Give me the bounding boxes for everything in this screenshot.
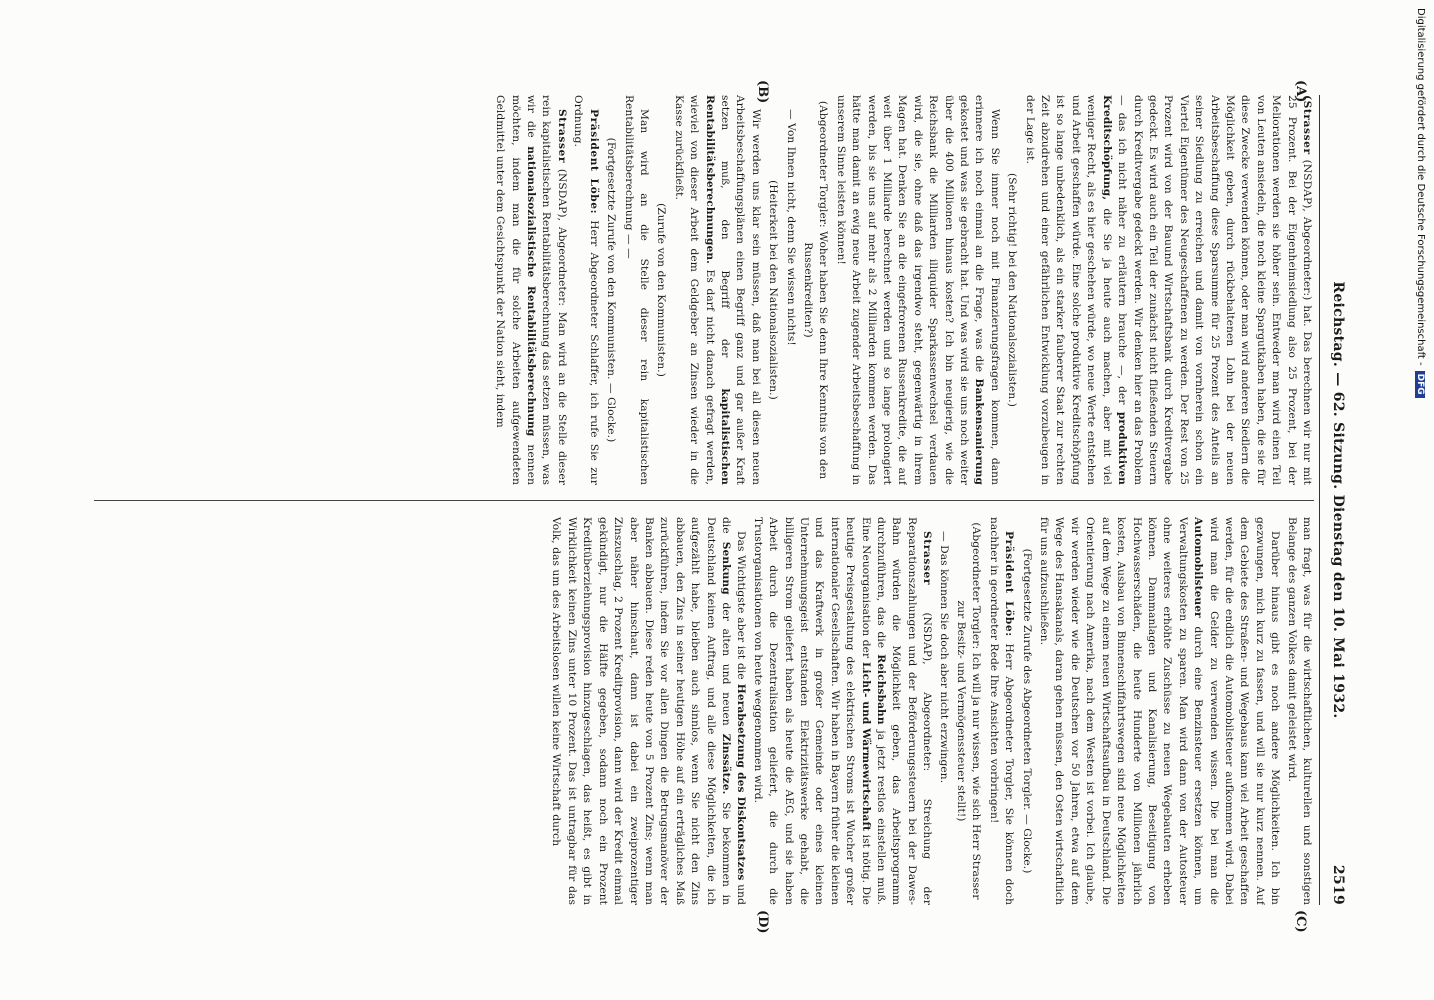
paragraph bbox=[985, 517, 1016, 905]
page-header bbox=[1324, 95, 1346, 905]
paragraph bbox=[670, 95, 762, 485]
interjection: (Fortgesetzte Zurufe des Abgeordneten Torgler. — Glocke.) bbox=[1020, 548, 1033, 874]
paragraph bbox=[492, 95, 569, 485]
paragraph-text: (NSDAP), Abgeordneter: Man wird an die Stelle dieser rein kapitalistischen Rentabilitätsberechnung das setzen müssen, was wir die bbox=[525, 95, 568, 485]
emphasis-text: Senkung bbox=[719, 533, 732, 595]
interjection: (Heiterkeit bei den Nationalsozialisten.) bbox=[767, 180, 780, 400]
interjection: (Abgeordneter Torgler: Woher haben Sie denn Ihre Kenntnis von den Russenkrediten?) bbox=[802, 100, 830, 480]
emphasis-text: Automobilsteuer bbox=[1192, 517, 1205, 618]
speaker-name: (Strasser bbox=[1301, 95, 1313, 155]
emphasis-text: Zinssätze. bbox=[719, 725, 732, 795]
paragraph bbox=[832, 95, 1001, 485]
dfg-logo: DFG bbox=[1415, 371, 1425, 398]
emphasis-text: kapitalistischen Rentabilitätsberechnungen. bbox=[703, 95, 731, 485]
digitization-credit bbox=[1415, 8, 1426, 998]
speaker-name: Strasser bbox=[921, 531, 934, 586]
emphasis-text: Herabsetzung des Diskontsatzes bbox=[735, 679, 748, 881]
paragraph-text: Wir werden uns klar sein müssen, daß man bei all diesen neuen Arbeitsbeschaffungsplänen einen Begriff ganz und gar außer Kraft setzen muß, den Begriff der bbox=[718, 95, 762, 485]
emphasis-text: Bankensanierung bbox=[973, 372, 986, 485]
paragraph-text: Herr Abgeordneter Schlaffer, ich rufe Sie zur Ordnung. bbox=[572, 95, 600, 485]
paragraph bbox=[570, 95, 601, 485]
paragraph-text: ist nötig. Die heutige Preisgestaltung des elektrischen Stroms ist Wucher großer internationaler Gesellschaften. Wir haben in Bayern früher die kleinen und das Kraftwerk in großer Gemeinde oder eines kleinen Unternehmungsgeist entstanden Elektrizitätswerke gehabt, die billigeren Strom geliefert haben als heute die AEG, und sie haben Arbeit durch die Dezentralisation geliefert, die durch die Trustorganisationen von heute weggenommen wird. bbox=[751, 517, 872, 905]
paragraph: man fragt, was für die wirtschaftlichen, kulturellen und sonstigen Belange des ganzen Volkes damit geleistet wird. bbox=[1285, 517, 1313, 905]
paragraph-text: (NSDAP), Abgeordneter:) hat. Das berechnen wir nur mit 25 Prozent. Bei der Eigenheimsiedlung also 25 Prozent, bei der Meliorationen werden sie höher sein. Entweder man wird einen Teil von Leuten ansiedeln, die noch kleine Spargutkaben haben, die sie für diese Zwecke verwenden können, oder man wird anderen Siedlern die Möglichkeit geben, durch rückbehaltenen Lohn bei der neuen Arbeitsbeschaffung diese Sparsumme für 25 Prozent des Anteils an seiner Siedlung zu erreichen und damit von vornherein schon ein Viertel Eigentümer des Neugeschaffenen zu werden. Der Rest von 25 Prozent wird von der Bauund Wirtschaftsbank durch Kreditvergabe gedeckt. Es wird auch ein Teil der zunächst nicht fließenden Steuern durch Kreditvergabe gedeckt werden. Wir denken hier an das Problem — das ich nicht näher zu erläutern brauche —, der bbox=[1116, 95, 1313, 485]
paragraph-text: durch eine Benzinsteuer ersetzen können, um Verwaltungskosten zu sparen. Man wird dann von der Autosteuer ohne weiteres erhöhte Zuschüsse zu neuen Wegebauten erheben können. Dammanlagen und Kanalisierung, Beseitigung von Hochwasserschäden, die heute Hunderte von Millionen jährlich kosten, Ausbau von Binnenschiffahrtswegen sind neue Möglichkeiten auf dem Wege zu einem neuen Wirtschaftsaufbau in Deutschland. Die Orientierung nach Amerika, nach dem Westen ist vorbei. Ich glaube, wir werden wieder wie die Deutschen vor 50 Jahren, etwa auf dem Wege des Hansakanals, daran gehen müssen, den Osten wirtschaftlich für uns aufzuschließen. bbox=[1038, 517, 1205, 905]
page-header-title: Reichstag. — 62. Sitzung. Dienstag den 10. Mai 1932. bbox=[1330, 281, 1346, 719]
interjection: (Abgeordneter Torgler: Ich will ja nur wissen, wie sich Herr Strasser zur Besitz- und Vermögenssteuer stellt!) bbox=[955, 522, 983, 900]
paragraph bbox=[749, 517, 934, 905]
speaker-name: Präsident Löbe: bbox=[1003, 531, 1016, 637]
reply-text: — Das können Sie doch aber nicht erzwingen. bbox=[937, 531, 950, 784]
paragraph-text: und die bbox=[719, 517, 748, 905]
emphasis-text: Licht- und Wärmewirtschaft bbox=[859, 658, 872, 832]
margin-mark-a: (A) bbox=[1293, 80, 1308, 103]
emphasis-text: Reichsbahn bbox=[875, 648, 888, 725]
paragraph bbox=[1036, 517, 1283, 905]
speaker-name: Strasser bbox=[555, 109, 568, 164]
paragraph-text: ja jetzt restlos einstellen muß. Eine Neuorganisation der bbox=[859, 517, 888, 905]
paragraph-text: Es darf nicht danach gefragt werden, wieviel von dieser Arbeit dem Geldgeber an Zinsen wieder in die Kasse zurückfließt. bbox=[672, 95, 716, 485]
paragraph-text: Darüber hinaus gibt es noch andere Möglichkeiten. Ich bin gezwungen, mich kurz zu fassen, und will sie nur kurz nennen. Auf dem Gebiete des Straßen- und Wegebaus kann viel Arbeit geschaffen werden, für die endlich die Automobilsteuer aufkommen wird. Dabei wird man die Gelder zu verwenden wissen. Die bei man die bbox=[1207, 517, 1282, 905]
column-divider bbox=[94, 500, 1314, 501]
paragraph-text: der alten und neuen bbox=[719, 594, 732, 726]
margin-mark-b: (B) bbox=[755, 80, 770, 104]
paragraph-text: die Sie ja heute auch machen, aber mit viel weniger Recht, als es hier geschehen würde, wo neue Werte entstehen und Arbeit geschaffen würde. Eine solche produktive Kreditschöpfung ist so lange unbedenklich, als ein starker fauberer Staat zur rechten Zeit abzudrehen und einer gefährlichen Entwicklung vorzubeugen in der Lage ist. bbox=[1023, 95, 1113, 485]
paragraph-text: Wenn Sie immer noch mit Finanzierungsfragen kommen, dann erinnere ich noch einmal an die Frage, was die bbox=[973, 95, 1001, 485]
left-column bbox=[94, 95, 1314, 485]
speaker-name: Präsident Löbe: bbox=[587, 109, 600, 215]
right-column bbox=[94, 517, 1314, 905]
emphasis-text: nationalsozialistische Rentabilitätsberechnung bbox=[525, 137, 538, 437]
paragraph-text: (NSDAP), Abgeordneter: Streichung der Reparationszahlungen und der Beförderungssteuern bei der Dawes-Bahn würden die Möglichkeit geben, das Arbeitsprogramm durchzuführen, das die bbox=[875, 517, 934, 905]
paragraph-text: Sie bekommen in Deutschland keinen Auftrag, und alle diese Möglichkeiten, die ich aufgezählt habe, bleiben auch sinnlos, wenn Sie nicht den Zins abbauen, den Zins in seiner heutigen Höhe auf ein erträgliches Maß zurückführen, indem Sie vor allen Dingen die Betrugsmanöver der Banken abbauen. Diese reden heute von 5 Prozent Zins; wenn man aber näher hinschaut, dann ist dabei ein zweiprozentiger Zinszuschlag, 2 Prozent Kreditprovision, dann wird der Kredit einmal gekündigt, nur die Hälfte gegeben, sodann noch ein Prozent Kreditüberziehungsprovision hinzugeschlagen, das heißt, es gibt in Wirklichkeit keinen Zins unter 10 Prozent. Das ist untragbar für das Volk, das um des Arbeitslosen willen keine Wirtschaft durch bbox=[550, 517, 732, 905]
paragraph: Man wird an die Stelle dieser rein kapitalistischen Rentabilitätsberechnung — — bbox=[622, 95, 650, 485]
header-rule bbox=[1319, 95, 1320, 905]
paragraph bbox=[548, 517, 748, 905]
margin-mark-d: (D) bbox=[755, 910, 770, 934]
reply-text: — Von Ihnen nicht, denn Sie wissen nichts! bbox=[784, 109, 797, 346]
margin-mark-c: (C) bbox=[1293, 910, 1308, 933]
paragraph-text: gekostet und was sie gebracht hat. Und was wird sie uns noch weiter über die 400 Millionen hinaus kosten? Ich bin neugierig, wie die Reichsbank die Milliarden illiquider Sparkassenwechsel verdauen wird, die sie, ohne daß das irgendwo steht, gegenwärtig in ihrem Magen hat. Denken Sie an die eingefrorenen Russenkredite, die auf weit über 1 Milliarde berechnet werden und so lange prolongiert werden, bis sie uns auf mehr als 2 Milliarden kommen werden. Das hätte man damit an ewig neue Arbeit zugender Arbeitsbeschaffung in unserem Sinne leisten können! bbox=[834, 95, 971, 485]
paragraph-text: nennen möchten, indem man die für solche Arbeiten aufgewendeten Geldmittel unter dem Gesichtspunkt der Nation sieht, indem bbox=[494, 95, 538, 485]
page-number: 2519 bbox=[1330, 864, 1346, 905]
paragraph-text: Das Wichtigste aber ist die bbox=[735, 531, 748, 680]
interjection: (Fortgesetzte Zurufe von den Kommunisten. — Glocke.) bbox=[605, 137, 618, 443]
interjection: (Zurufe von den Kommunisten.) bbox=[655, 203, 668, 377]
emphasis-text: produktiven Kreditschöpfung, bbox=[1100, 95, 1129, 485]
digitization-credit-text: Digitalisierung gefördert durch die Deutsche Forschungsgemeinschaft - bbox=[1415, 8, 1426, 366]
paragraph bbox=[1021, 95, 1314, 485]
interjection: (Sehr richtig! bei den Nationalsozialisten.) bbox=[1006, 173, 1019, 407]
paragraph-text: Herr Abgeordneter Torgler, Sie können doch nachher in geordneter Rede Ihre Ansichten vorbringen! bbox=[987, 517, 1016, 905]
